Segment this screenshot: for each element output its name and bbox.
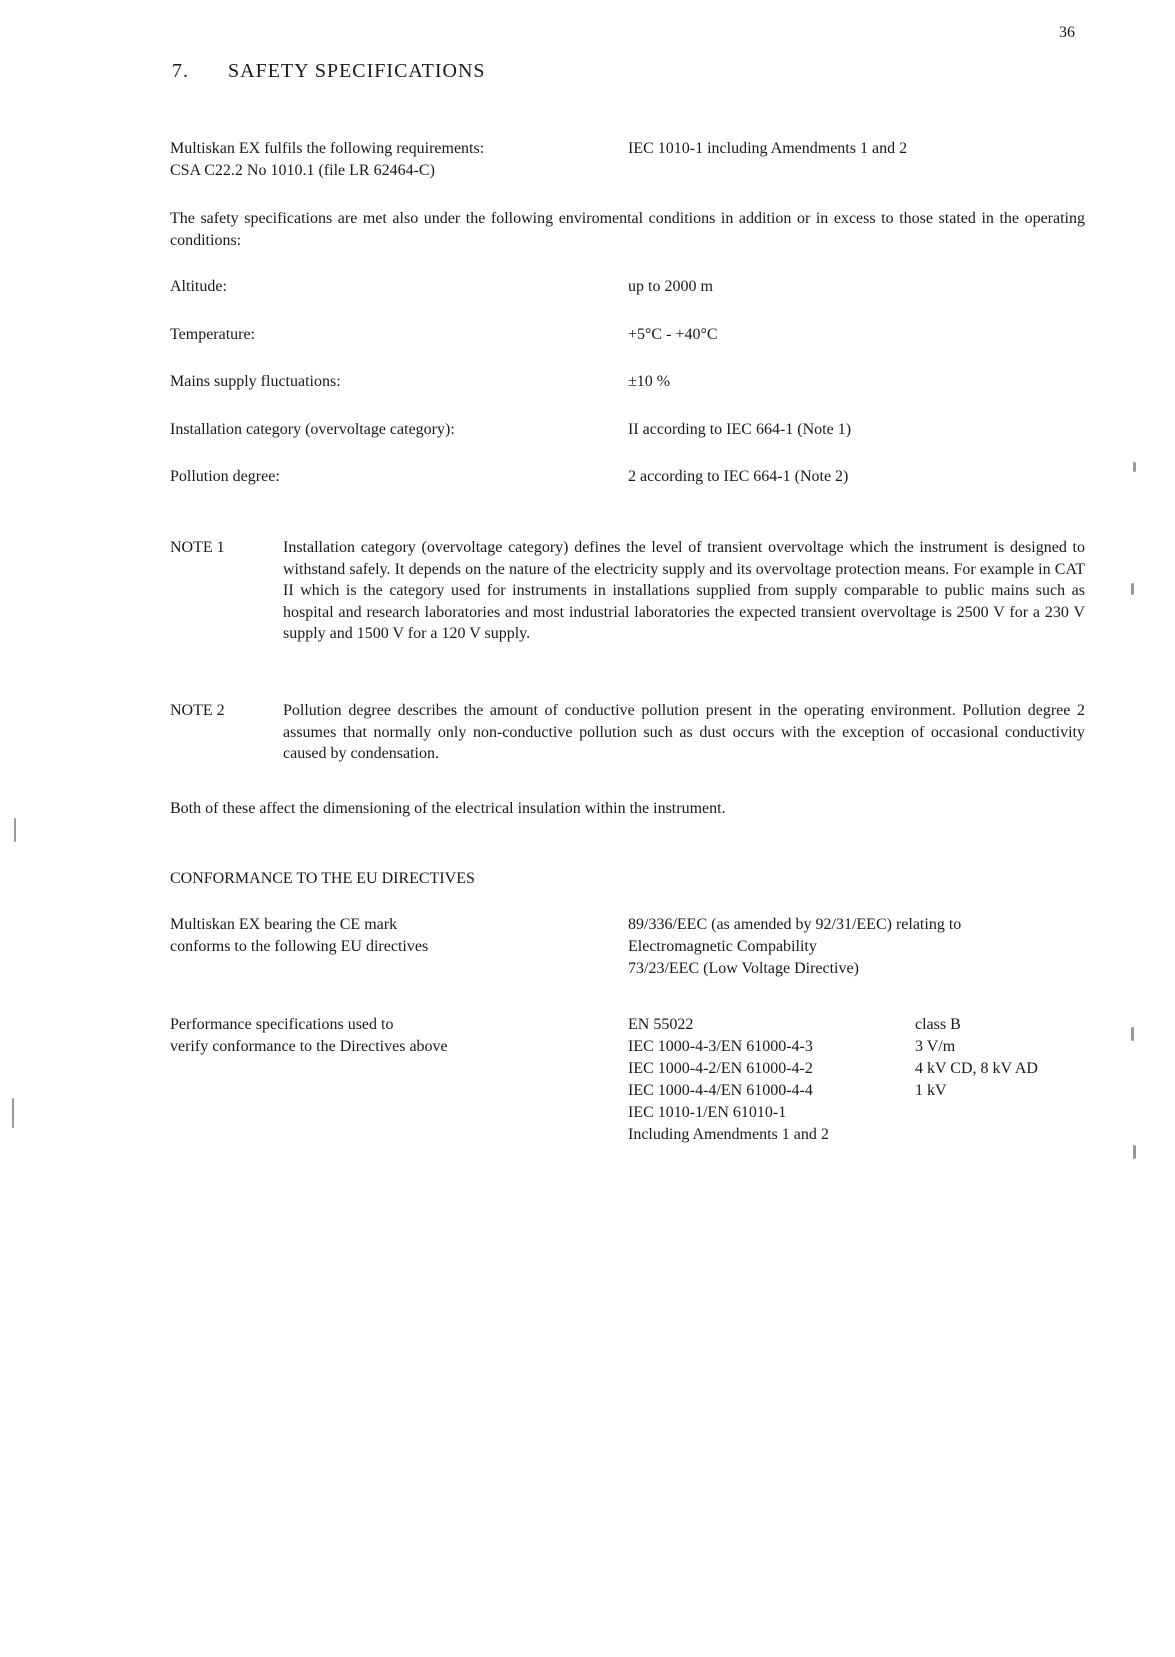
standard-cell: Including Amendments 1 and 2 xyxy=(628,1126,829,1143)
condition-label: Altitude: xyxy=(170,278,227,295)
directive-line: 89/336/EEC (as amended by 92/31/EEC) relating to xyxy=(628,916,962,933)
condition-value: up to 2000 m xyxy=(628,278,713,295)
table-row xyxy=(628,1102,1038,1124)
standard-cell: IEC 1000-4-2/EN 61000-4-2 xyxy=(628,1060,813,1077)
scan-speck xyxy=(1133,1145,1136,1159)
scan-speck xyxy=(1131,1027,1134,1041)
standard-cell: IEC 1010-1/EN 61010-1 xyxy=(628,1104,787,1121)
scan-speck xyxy=(1133,462,1136,472)
insulation-paragraph: Both of these affect the dimensioning of the electrical insulation within the instrument. xyxy=(170,800,726,817)
scan-speck xyxy=(14,818,16,842)
table-row xyxy=(628,1036,1038,1058)
condition-value: 2 according to IEC 664-1 (Note 2) xyxy=(628,468,849,485)
condition-label: Installation category (overvoltage category): xyxy=(170,421,455,438)
standard-cell: IEC 1000-4-3/EN 61000-4-3 xyxy=(628,1038,813,1055)
performance-label: verify conformance to the Directives above xyxy=(170,1038,448,1055)
note-text: Installation category (overvoltage category) defines the level of transient overvoltage which the instrument is designed to withstand safely. It depends on the nature of the electricity supply and its overvoltage protection means. For example in CAT II which is the category used for instruments in installations supplied from supply comparable to public mains such as hospital and research laboratories and most industrial laboratories the expected transient overvoltage is 2500 V for a 230 V supply and 1500 V for a 120 V supply. xyxy=(283,539,1085,643)
ce-mark-label: Multiskan EX bearing the CE mark xyxy=(170,916,398,933)
condition-label: Mains supply fluctuations: xyxy=(170,373,341,390)
performance-label: Performance specifications used to xyxy=(170,1016,394,1033)
section-title xyxy=(172,58,486,85)
level-cell: 1 kV xyxy=(915,1082,947,1099)
requirements-csa: CSA C22.2 No 1010.1 (file LR 62464-C) xyxy=(170,162,435,179)
standard-cell: IEC 1000-4-4/EN 61000-4-4 xyxy=(628,1082,813,1099)
level-cell: 3 V/m xyxy=(915,1038,956,1055)
section-title-text: SAFETY SPECIFICATIONS xyxy=(228,60,486,82)
condition-value: +5°C - +40°C xyxy=(628,326,718,343)
ce-mark-label: conforms to the following EU directives xyxy=(170,938,429,955)
standard-cell: EN 55022 xyxy=(628,1016,694,1033)
conformance-heading: CONFORMANCE TO THE EU DIRECTIVES xyxy=(170,870,475,887)
requirements-intro: Multiskan EX fulfils the following requirements: xyxy=(170,140,485,157)
scan-speck xyxy=(12,1098,14,1128)
scan-speck xyxy=(1131,583,1134,595)
level-cell xyxy=(915,1102,1038,1124)
condition-label: Pollution degree: xyxy=(170,468,280,485)
table-row xyxy=(628,1014,1038,1036)
level-cell: class B xyxy=(915,1016,961,1033)
note-label: NOTE 1 xyxy=(170,539,225,556)
condition-label: Temperature: xyxy=(170,326,256,343)
directive-line: 73/23/EEC (Low Voltage Directive) xyxy=(628,960,859,977)
section-number: 7. xyxy=(172,60,189,82)
requirements-standard: IEC 1010-1 including Amendments 1 and 2 xyxy=(628,140,908,157)
note-text: Pollution degree describes the amount of conductive pollution present in the operating environment. Pollution degree 2 assumes that normally only non-conductive pollution such as dust occurs with the exception of occasional conductivity caused by condensation. xyxy=(283,702,1085,763)
env-intro-paragraph: The safety specifications are met also under the following enviromental conditions in addition or in excess to those stated in the operating conditions: xyxy=(170,210,1085,249)
standards-table xyxy=(628,1014,1038,1146)
condition-value: II according to IEC 664-1 (Note 1) xyxy=(628,421,852,438)
table-row xyxy=(628,1080,1038,1102)
condition-value: ±10 % xyxy=(628,373,671,390)
level-cell xyxy=(915,1124,1038,1146)
directive-line: Electromagnetic Compability xyxy=(628,938,817,955)
note-label: NOTE 2 xyxy=(170,702,225,719)
page-number: 36 xyxy=(1059,24,1075,41)
table-row xyxy=(628,1058,1038,1080)
level-cell: 4 kV CD, 8 kV AD xyxy=(915,1060,1038,1077)
table-row xyxy=(628,1124,1038,1146)
